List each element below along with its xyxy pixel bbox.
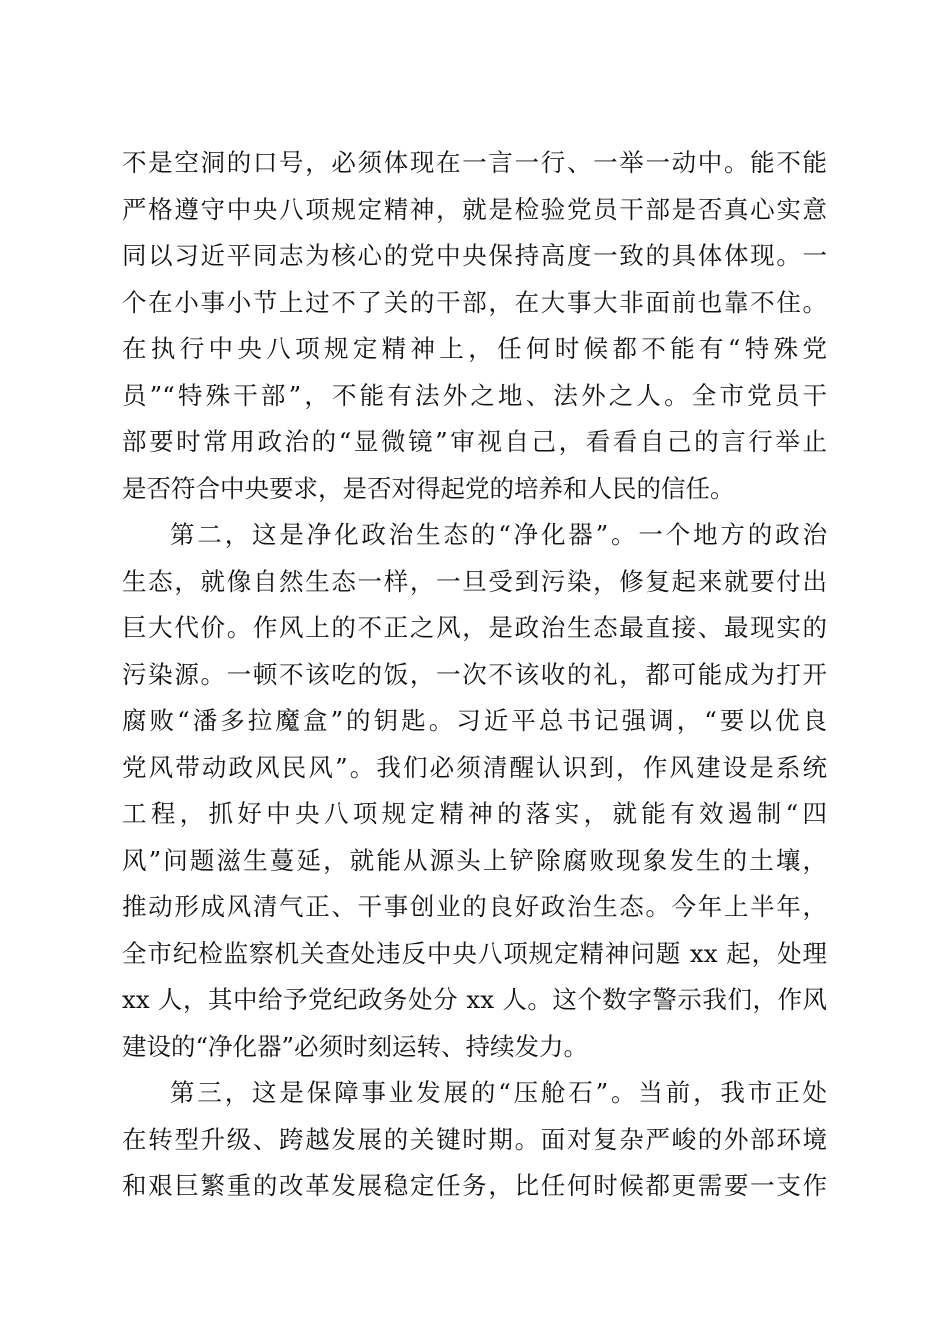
text-line: 生态，就像自然生态一样，一旦受到污染，修复起来就要付出 xyxy=(122,567,827,596)
paragraph-first-line: 第二，这是净化政治生态的“净化器”。一个地方的政治 xyxy=(170,520,827,549)
text-line: 严格遵守中央八项规定精神，就是检验党员干部是否真心实意 xyxy=(122,195,827,224)
paragraph-last-line: 建设的“净化器”必须时刻运转、持续发力。 xyxy=(122,1032,589,1061)
text-line: 个在小事小节上过不了关的干部，在大事大非面前也靠不住。 xyxy=(122,288,827,317)
text-line: 巨大代价。作风上的不正之风，是政治生态最直接、最现实的 xyxy=(122,613,827,642)
text-line: 工程，抓好中央八项规定精神的落实，就能有效遏制“四 xyxy=(122,799,827,828)
paragraph-last-line: 是否符合中央要求，是否对得起党的培养和人民的信任。 xyxy=(122,474,735,503)
text-line: xx 人，其中给予党纪政务处分 xx 人。这个数字警示我们，作风 xyxy=(122,985,827,1014)
text-line: 不是空洞的口号，必须体现在一言一行、一举一动中。能不能 xyxy=(122,148,827,177)
text-line: 党风带动政风民风”。我们必须清醒认识到，作风建设是系统 xyxy=(122,753,827,782)
text-line: 员”“特殊干部”，不能有法外之地、法外之人。全市党员干 xyxy=(122,381,827,410)
text-line: 同以习近平同志为核心的党中央保持高度一致的具体体现。一 xyxy=(122,241,827,270)
text-line: 部要时常用政治的“显微镜”审视自己，看看自己的言行举止 xyxy=(122,427,827,456)
paragraph-first-line: 第三，这是保障事业发展的“压舱石”。当前，我市正处 xyxy=(170,1078,827,1107)
text-line: 推动形成风清气正、干事创业的良好政治生态。今年上半年， xyxy=(122,892,827,921)
text-line: 污染源。一顿不该吃的饭，一次不该收的礼，都可能成为打开 xyxy=(122,660,827,689)
text-line: 全市纪检监察机关查处违反中央八项规定精神问题 xx 起，处理 xyxy=(122,939,827,968)
text-line: 腐败“潘多拉魔盒”的钥匙。习近平总书记强调，“要以优良 xyxy=(122,706,827,735)
text-line: 风”问题滋生蔓延，就能从源头上铲除腐败现象发生的土壤， xyxy=(122,846,827,875)
text-line: 和艰巨繁重的改革发展稳定任务，比任何时候都更需要一支作 xyxy=(122,1171,827,1200)
text-line: 在执行中央八项规定精神上，任何时候都不能有“特殊党 xyxy=(122,334,827,363)
text-line: 在转型升级、跨越发展的关键时期。面对复杂严峻的外部环境 xyxy=(122,1125,827,1154)
